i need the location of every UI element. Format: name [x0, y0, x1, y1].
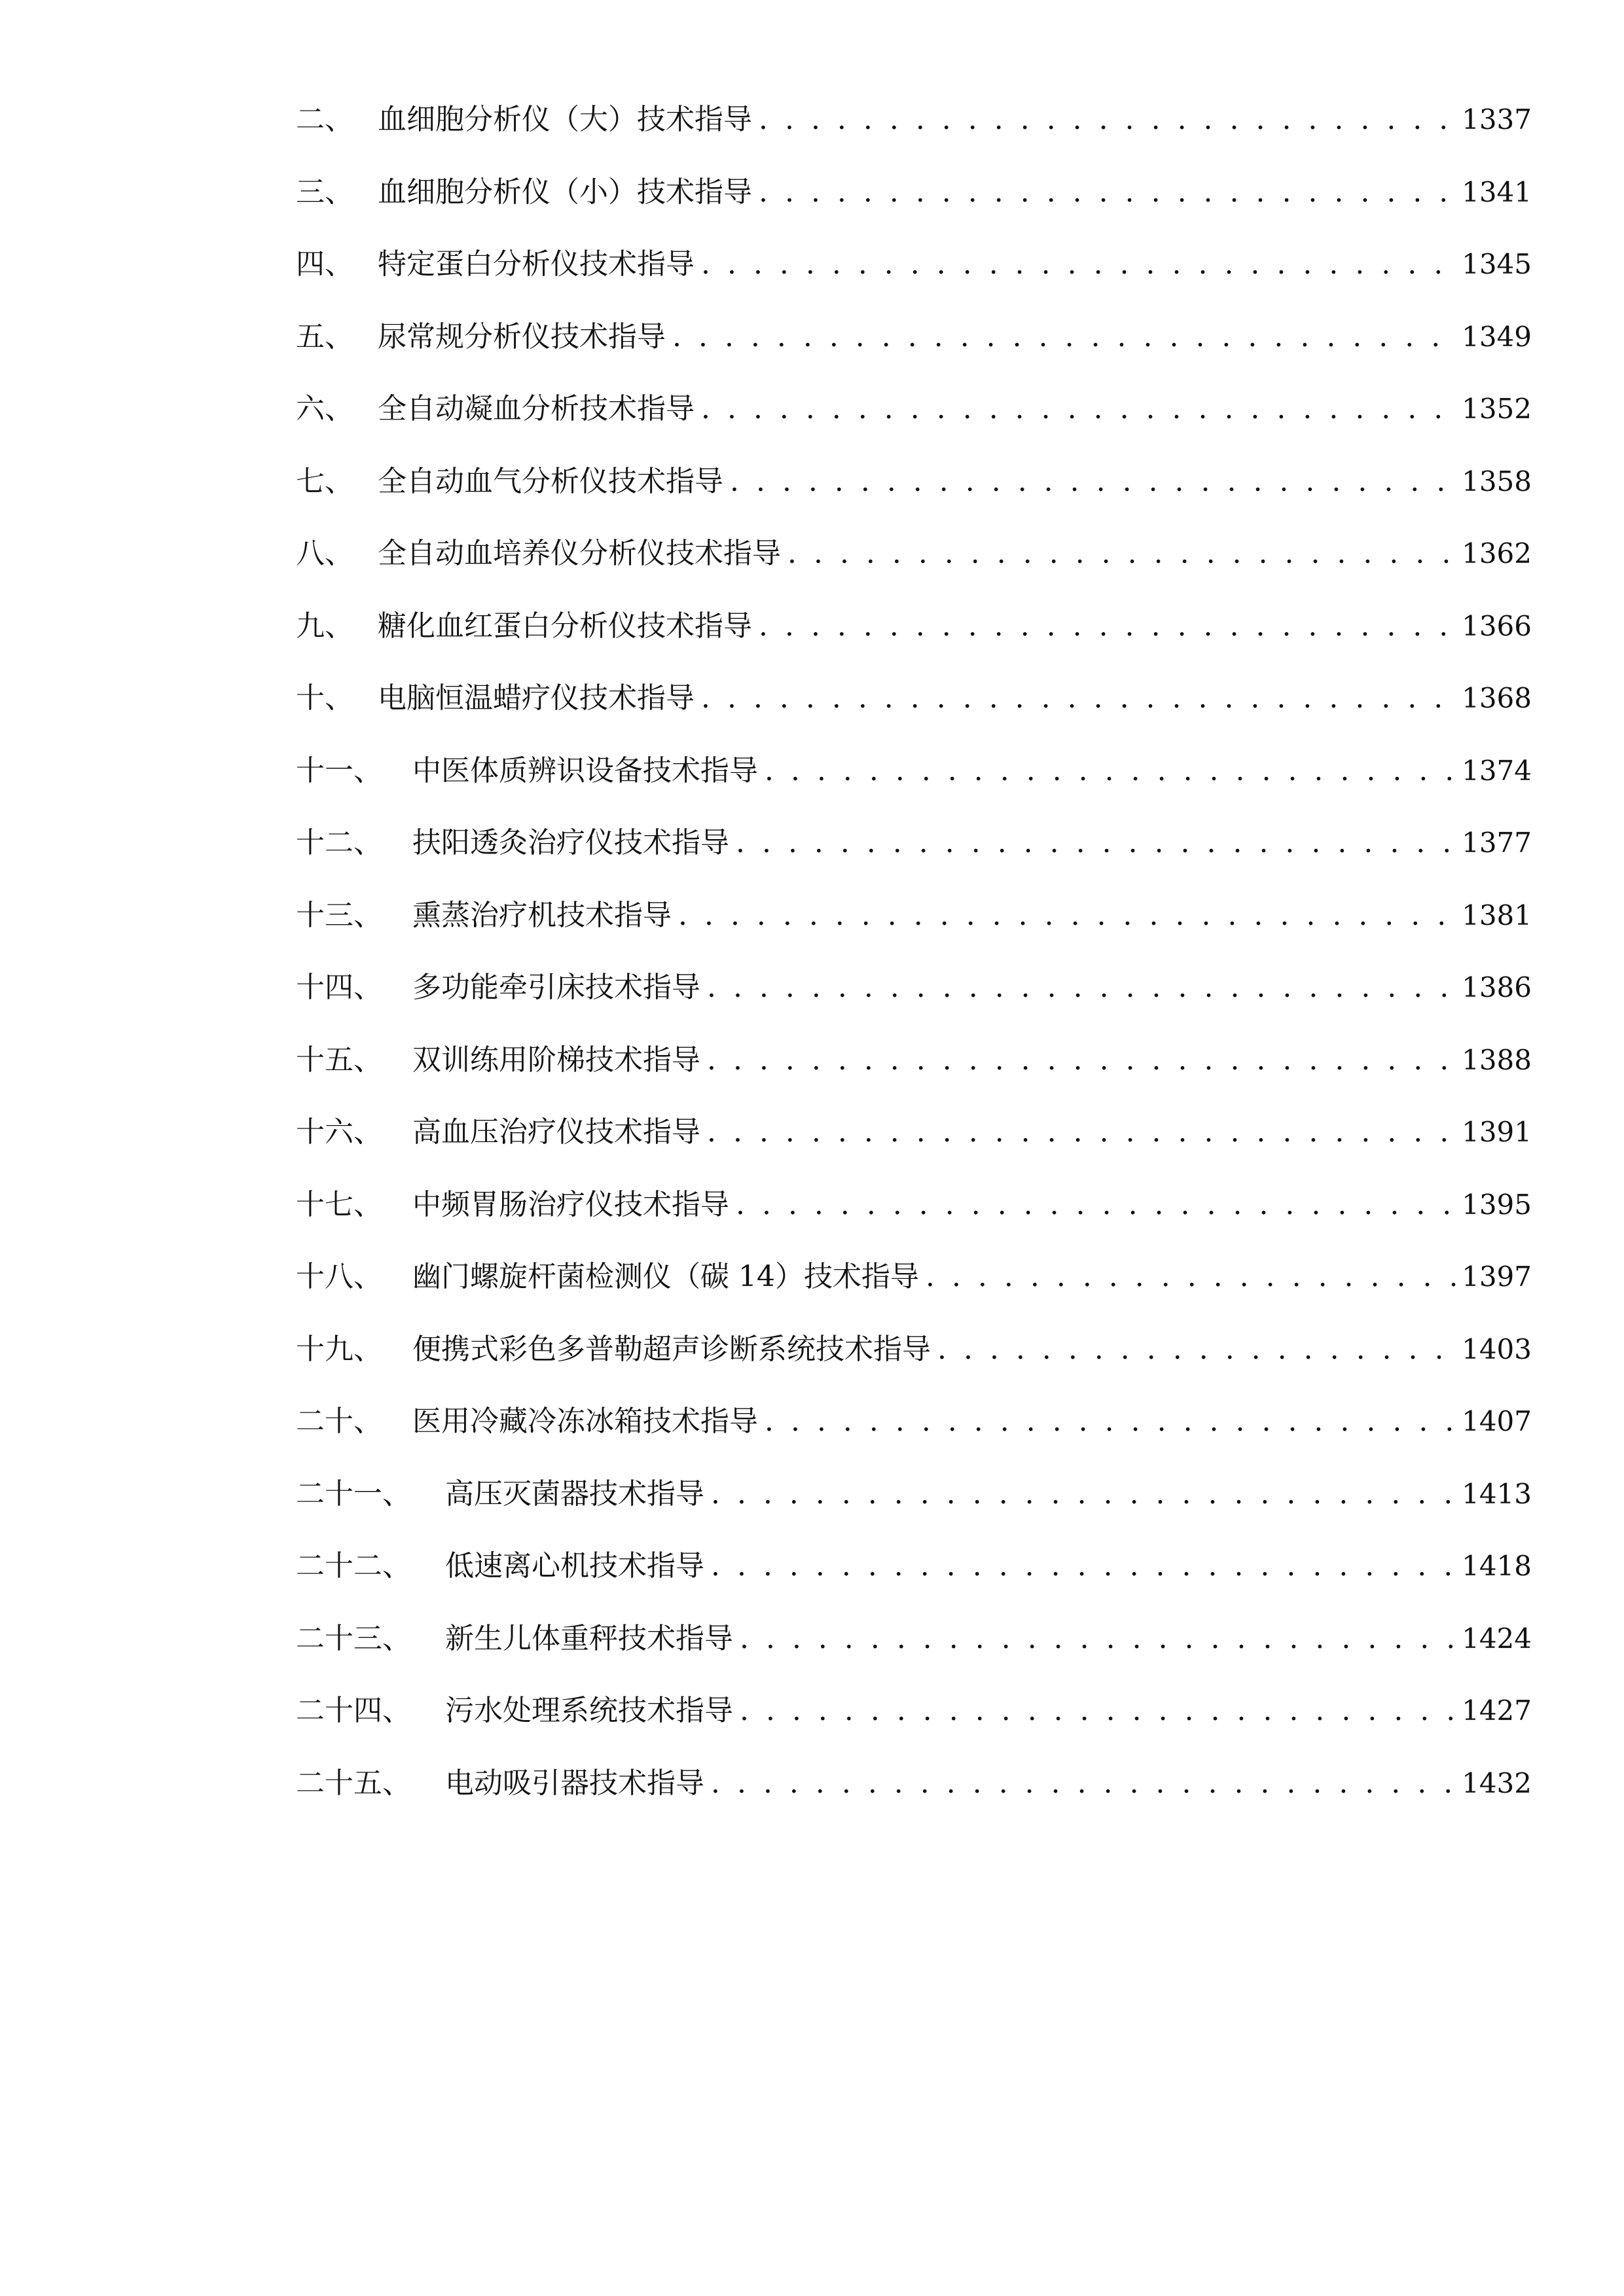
toc-entry-page: 1407	[1462, 1405, 1532, 1437]
toc-entry-title: 全自动凝血分析技术指导	[378, 392, 695, 425]
toc-dot-leader	[765, 1397, 1458, 1446]
toc-dot-leader	[707, 1107, 1458, 1157]
toc-entry-number: 十七、	[296, 1187, 382, 1221]
toc-dot-leader	[759, 601, 1458, 651]
toc-entry[interactable]	[296, 746, 1532, 819]
toc-entry-page: 1391	[1462, 1116, 1532, 1148]
toc-entry[interactable]	[296, 95, 1532, 168]
toc-dot-leader	[672, 312, 1458, 362]
toc-entry-number: 十二、	[296, 826, 382, 859]
toc-entry-page: 1403	[1462, 1333, 1532, 1365]
toc-entry-number: 五、	[296, 319, 353, 353]
toc-entry-title: 幽门螺旋杆菌检测仪（碳 14）技术指导	[412, 1260, 919, 1293]
toc-entry-page: 1352	[1462, 393, 1532, 425]
toc-entry[interactable]	[296, 1325, 1532, 1397]
toc-dot-leader	[736, 1180, 1458, 1230]
toc-entry-page: 1386	[1462, 971, 1532, 1003]
toc-entry-number: 二十二、	[296, 1549, 411, 1583]
toc-dot-leader	[711, 1759, 1458, 1808]
toc-entry[interactable]	[296, 818, 1532, 891]
toc-entry-page: 1397	[1462, 1261, 1532, 1293]
toc-entry[interactable]	[296, 1397, 1532, 1469]
toc-entry-page: 1381	[1462, 899, 1532, 931]
toc-entry-number: 十三、	[296, 898, 382, 932]
toc-entry-title: 血细胞分析仪（大）技术指导	[378, 103, 752, 136]
toc-entry-title: 电动吸引器技术指导	[445, 1766, 704, 1800]
toc-entry-page: 1395	[1462, 1188, 1532, 1221]
toc-entry-number: 十六、	[296, 1115, 382, 1149]
toc-entry-page: 1432	[1462, 1767, 1532, 1799]
toc-entry-page: 1427	[1462, 1695, 1532, 1727]
toc-dot-leader	[787, 529, 1458, 579]
toc-entry[interactable]	[296, 384, 1532, 457]
toc-entry[interactable]	[296, 1035, 1532, 1108]
toc-entry-number: 十九、	[296, 1332, 382, 1366]
toc-entry-page: 1418	[1462, 1550, 1532, 1582]
toc-entry[interactable]	[296, 963, 1532, 1035]
toc-dot-leader	[740, 1686, 1458, 1736]
toc-entry-number: 二十三、	[296, 1621, 411, 1655]
toc-entry-page: 1362	[1462, 537, 1532, 569]
toc-entry[interactable]	[296, 168, 1532, 240]
toc-entry-title: 医用冷藏冷冻冰箱技术指导	[412, 1405, 758, 1438]
toc-entry-title: 血细胞分析仪（小）技术指导	[378, 175, 752, 209]
toc-entry[interactable]	[296, 673, 1532, 746]
toc-entry-page: 1374	[1462, 754, 1532, 787]
toc-entry-number: 十、	[296, 681, 353, 715]
toc-entry-page: 1341	[1462, 175, 1532, 208]
toc-entry-number: 九、	[296, 609, 353, 643]
toc-entry-page: 1424	[1462, 1622, 1532, 1655]
toc-entry[interactable]	[296, 312, 1532, 385]
toc-entry-title: 全自动血气分析仪技术指导	[378, 464, 723, 498]
toc-entry[interactable]	[296, 1614, 1532, 1687]
toc-entry-page: 1337	[1462, 103, 1532, 135]
toc-entry-title: 电脑恒温蜡疗仪技术指导	[378, 681, 695, 715]
toc-entry-page: 1377	[1462, 827, 1532, 859]
table-of-contents	[296, 95, 1532, 1831]
toc-entry-number: 十四、	[296, 971, 382, 1004]
toc-entry-title: 全自动血培养仪分析仪技术指导	[378, 537, 781, 570]
toc-entry-number: 二十五、	[296, 1766, 411, 1800]
toc-entry-title: 中频胃肠治疗仪技术指导	[412, 1187, 729, 1221]
toc-entry-number: 二、	[296, 103, 353, 136]
toc-entry[interactable]	[296, 601, 1532, 674]
toc-entry[interactable]	[296, 1180, 1532, 1253]
toc-entry-number: 二十一、	[296, 1477, 411, 1511]
toc-entry-number: 十五、	[296, 1043, 382, 1077]
toc-entry[interactable]	[296, 457, 1532, 529]
toc-entry-number: 八、	[296, 537, 353, 570]
toc-dot-leader	[740, 1614, 1458, 1664]
toc-dot-leader	[707, 963, 1458, 1013]
toc-entry[interactable]	[296, 891, 1532, 963]
toc-entry-title: 高血压治疗仪技术指导	[412, 1115, 700, 1149]
toc-entry-title: 中医体质辨识设备技术指导	[412, 753, 758, 787]
toc-entry-title: 新生儿体重秤技术指导	[445, 1621, 733, 1655]
toc-entry[interactable]	[296, 529, 1532, 601]
toc-entry-number: 三、	[296, 175, 353, 209]
toc-entry-number: 六、	[296, 392, 353, 425]
toc-entry-page: 1349	[1462, 320, 1532, 353]
toc-entry-number: 十八、	[296, 1260, 382, 1293]
toc-entry-page: 1366	[1462, 609, 1532, 642]
toc-entry[interactable]	[296, 1252, 1532, 1325]
toc-entry-title: 尿常规分析仪技术指导	[378, 319, 666, 353]
toc-entry-number: 二十、	[296, 1405, 382, 1438]
toc-dot-leader	[730, 457, 1458, 507]
toc-entry-title: 糖化血红蛋白分析仪技术指导	[378, 609, 752, 643]
toc-entry[interactable]	[296, 240, 1532, 312]
toc-entry-number: 七、	[296, 464, 353, 498]
toc-entry-number: 四、	[296, 247, 353, 281]
toc-dot-leader	[701, 240, 1458, 289]
toc-dot-leader	[711, 1541, 1458, 1591]
toc-dot-leader	[926, 1252, 1458, 1302]
toc-dot-leader	[701, 673, 1458, 723]
toc-dot-leader	[765, 746, 1458, 796]
toc-entry-page: 1388	[1462, 1043, 1532, 1076]
toc-entry-title: 扶阳透灸治疗仪技术指导	[412, 826, 729, 859]
toc-dot-leader	[736, 818, 1458, 868]
toc-entry-title: 污水处理系统技术指导	[445, 1694, 733, 1727]
toc-entry-number: 二十四、	[296, 1694, 411, 1727]
toc-dot-leader	[711, 1469, 1458, 1519]
toc-entry[interactable]	[296, 1107, 1532, 1180]
toc-entry-page: 1368	[1462, 682, 1532, 714]
toc-entry-title: 特定蛋白分析仪技术指导	[378, 247, 695, 281]
toc-entry[interactable]	[296, 1541, 1532, 1614]
toc-dot-leader	[707, 1035, 1458, 1085]
toc-entry-page: 1358	[1462, 465, 1532, 497]
toc-entry-title: 便携式彩色多普勒超声诊断系统技术指导	[412, 1332, 931, 1366]
toc-entry-title: 多功能牵引床技术指导	[412, 971, 700, 1004]
toc-entry-number: 十一、	[296, 753, 382, 787]
toc-entry-title: 熏蒸治疗机技术指导	[412, 898, 672, 932]
toc-entry-title: 低速离心机技术指导	[445, 1549, 704, 1583]
toc-entry-page: 1413	[1462, 1477, 1532, 1510]
toc-entry[interactable]	[296, 1686, 1532, 1759]
toc-dot-leader	[701, 384, 1458, 434]
toc-entry[interactable]	[296, 1469, 1532, 1542]
toc-dot-leader	[759, 95, 1458, 145]
toc-dot-leader	[678, 891, 1458, 941]
toc-entry-title: 高压灭菌器技术指导	[445, 1477, 704, 1511]
toc-dot-leader	[937, 1325, 1458, 1374]
toc-entry[interactable]	[296, 1759, 1532, 1831]
toc-dot-leader	[759, 168, 1458, 217]
toc-entry-page: 1345	[1462, 248, 1532, 280]
toc-entry-title: 双训练用阶梯技术指导	[412, 1043, 700, 1077]
